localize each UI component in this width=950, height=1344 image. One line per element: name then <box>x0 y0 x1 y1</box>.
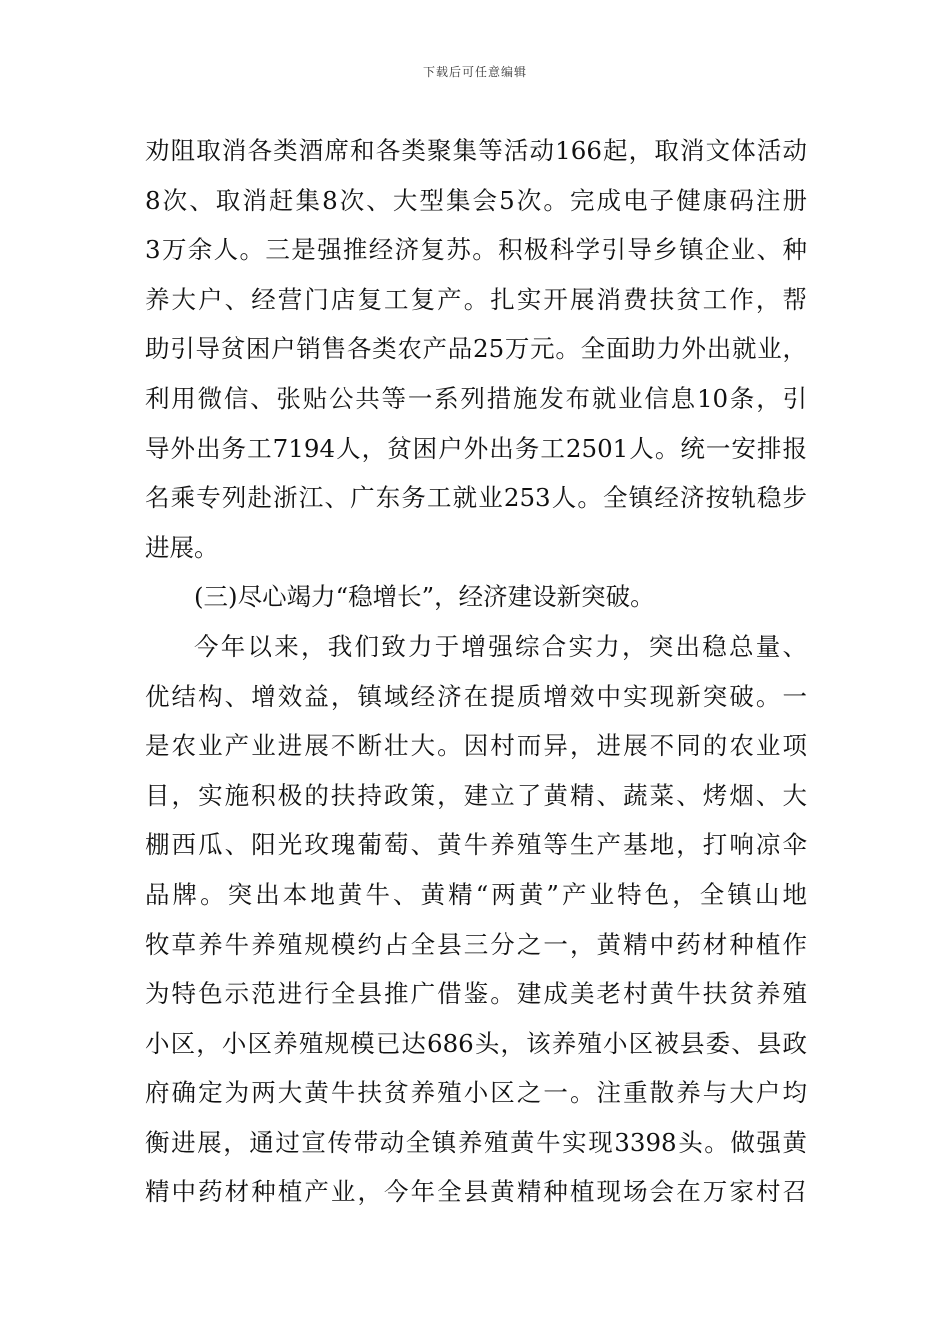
text-line: 劝阻取消各类酒席和各类聚集等活动166起，取消文体活动 <box>145 136 807 165</box>
text-line: 品牌。突出本地黄牛、黄精“两黄”产业特色，全镇山地 <box>145 879 807 909</box>
text-line: 利用微信、张贴公共等一系列措施发布就业信息10条，引 <box>145 383 807 413</box>
text-line: 名乘专列赴浙江、广东务工就业253人。全镇经济按轨稳步 <box>145 483 807 513</box>
page-header: 下载后可任意编辑 <box>422 65 527 79</box>
text-line: 牧草养牛养殖规模约占全县三分之一，黄精中药材种植作 <box>145 929 807 959</box>
text-line: 导外出务工7194人，贫困户外出务工2501人。统一安排报 <box>145 433 807 463</box>
text-line: 3万余人。三是强推经济复苏。积极科学引导乡镇企业、种 <box>145 235 807 265</box>
text-line: 8次、取消赶集8次、大型集会5次。完成电子健康码注册 <box>145 185 807 215</box>
text-line: 府确定为两大黄牛扶贫养殖小区之一。注重散养与大户均 <box>145 1078 807 1108</box>
text-line: 优结构、增效益，镇域经济在提质增效中实现新突破。一 <box>145 681 807 711</box>
text-line: 今年以来，我们致力于增强综合实力，突出稳总量、 <box>194 631 807 661</box>
text-line: 棚西瓜、阳光玫瑰葡萄、黄牛养殖等生产基地，打响凉伞 <box>145 830 807 860</box>
text-line: 进展。 <box>145 532 219 562</box>
text-line: 衡进展，通过宣传带动全镇养殖黄牛实现3398头。做强黄 <box>145 1127 807 1157</box>
text-line: 目，实施积极的扶持政策，建立了黄精、蔬菜、烤烟、大 <box>145 780 807 810</box>
text-line: 是农业产业进展不断壮大。因村而异，进展不同的农业项 <box>145 731 807 761</box>
text-line: 精中药材种植产业，今年全县黄精种植现场会在万家村召 <box>145 1177 807 1207</box>
text-line: 为特色示范进行全县推广借鉴。建成美老村黄牛扶贫养殖 <box>145 979 807 1009</box>
text-line: (三)尽心竭力“稳增长”，经济建设新突破。 <box>194 582 655 612</box>
text-line: 小区，小区养殖规模已达686头，该养殖小区被县委、县政 <box>145 1028 807 1058</box>
text-line: 养大户、经营门店复工复产。扎实开展消费扶贫工作，帮 <box>145 284 807 314</box>
text-line: 助引导贫困户销售各类农产品25万元。全面助力外出就业， <box>145 334 807 364</box>
document-body <box>145 126 807 1217</box>
